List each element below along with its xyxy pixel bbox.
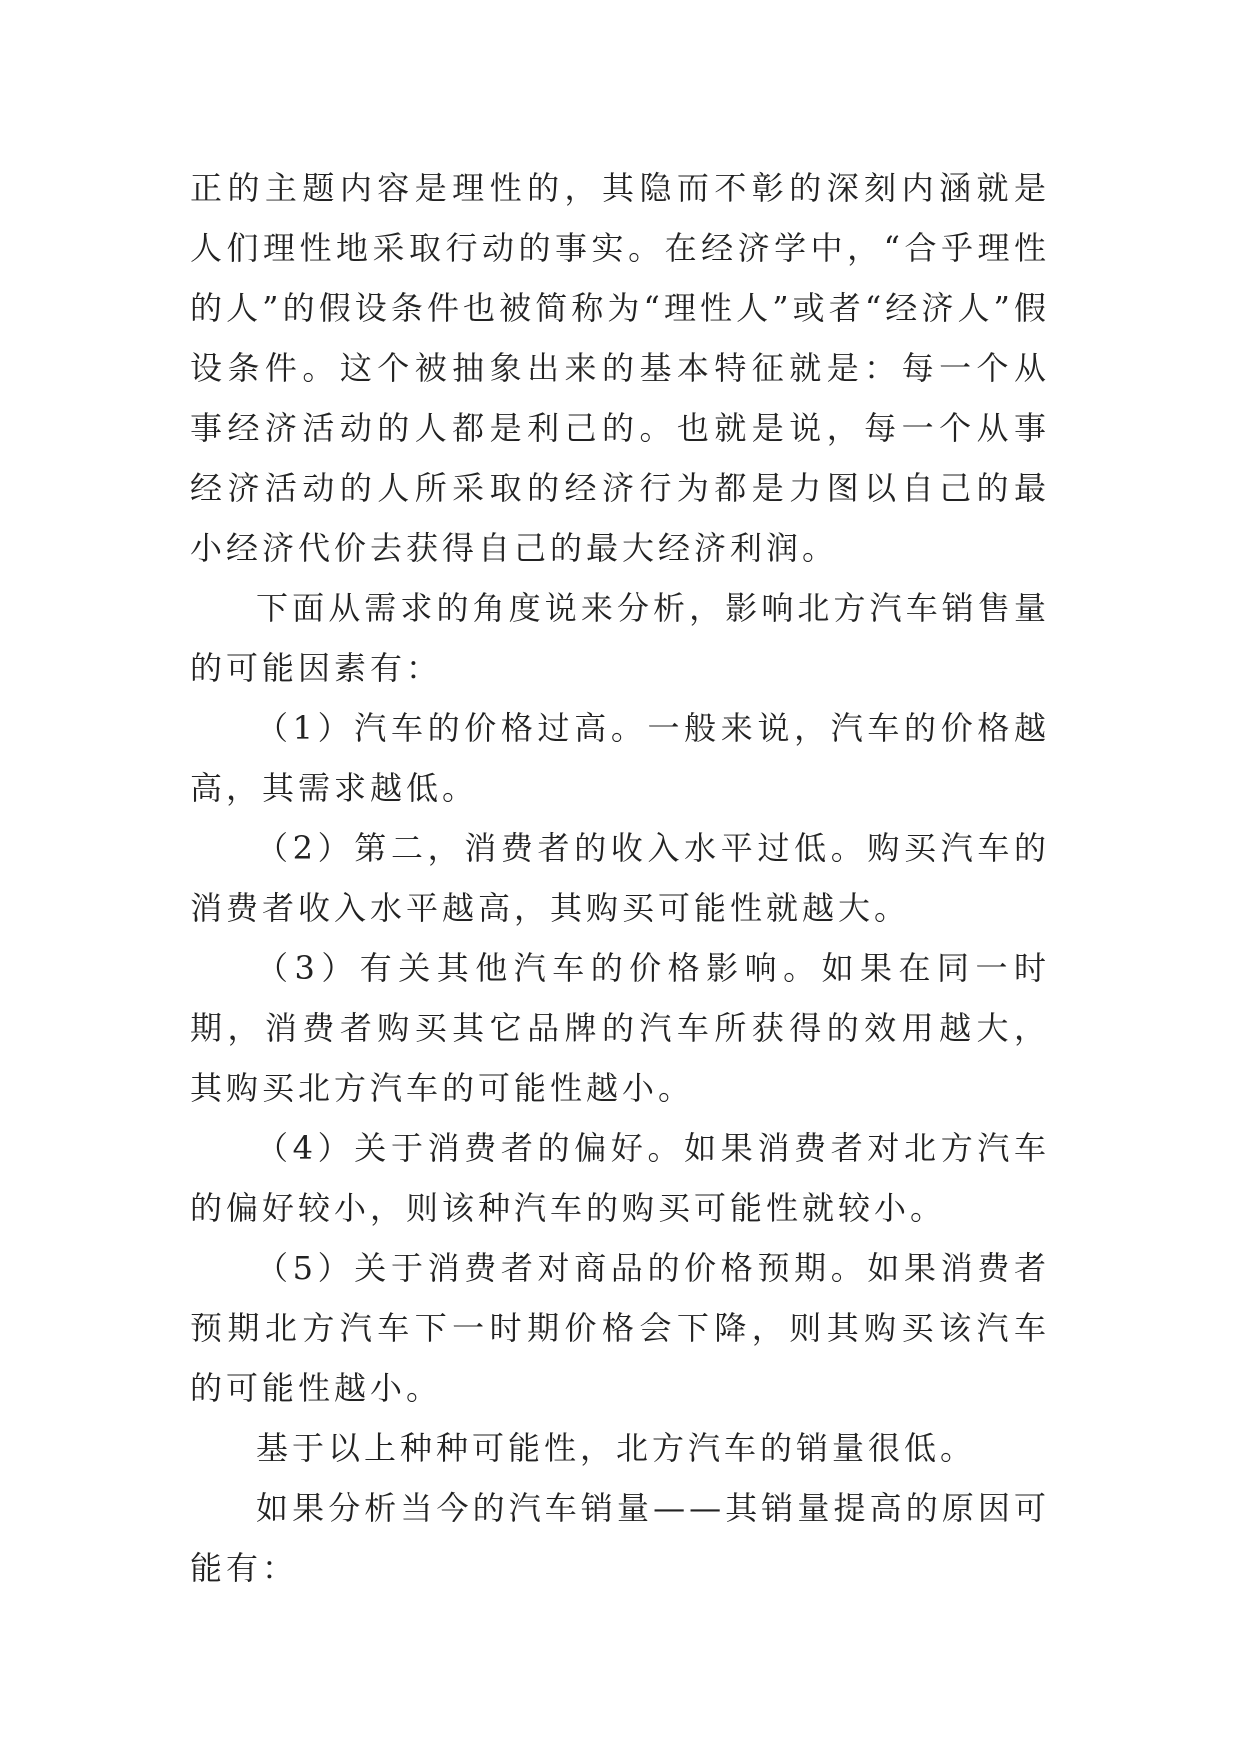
paragraph-conclusion: 基于以上种种可能性，北方汽车的销量很低。 <box>256 1429 977 1467</box>
list-item-other-cars: （3）有关其他汽车的价格影响。如果在同一时期，消费者购买其它品牌的汽车所获得的效用越大，其购买北方汽车的可能性越小。 <box>190 949 1050 1107</box>
document-body <box>190 158 1050 1598</box>
list-item-preference: （4）关于消费者的偏好。如果消费者对北方汽车的偏好较小，则该种汽车的购买可能性就较小。 <box>190 1129 1050 1227</box>
list-item-income: （2）第二，消费者的收入水平过低。购买汽车的消费者收入水平越高，其购买可能性就越大。 <box>190 829 1050 927</box>
paragraph-demand-intro: 下面从需求的角度说来分析，影响北方汽车销售量的可能因素有： <box>190 589 1050 687</box>
list-item-price-expectation: （5）关于消费者对商品的价格预期。如果消费者预期北方汽车下一时期价格会下降，则其购买该汽车的可能性越小。 <box>190 1249 1050 1407</box>
paragraph-current-sales: 如果分析当今的汽车销量——其销量提高的原因可能有： <box>190 1489 1050 1587</box>
list-item-price: （1）汽车的价格过高。一般来说，汽车的价格越高，其需求越低。 <box>190 709 1050 807</box>
paragraph-rational-person: 正的主题内容是理性的，其隐而不彰的深刻内涵就是人们理性地采取行动的事实。在经济学中，“合乎理性的人”的假设条件也被简称为“理性人”或者“经济人”假设条件。这个被抽象出来的基本特征就是：每一个从事经济活动的人都是利己的。也就是说，每一个从事经济活动的人所采取的经济行为都是力图以自己的最小经济代价去获得自己的最大经济利润。 <box>190 169 1050 567</box>
